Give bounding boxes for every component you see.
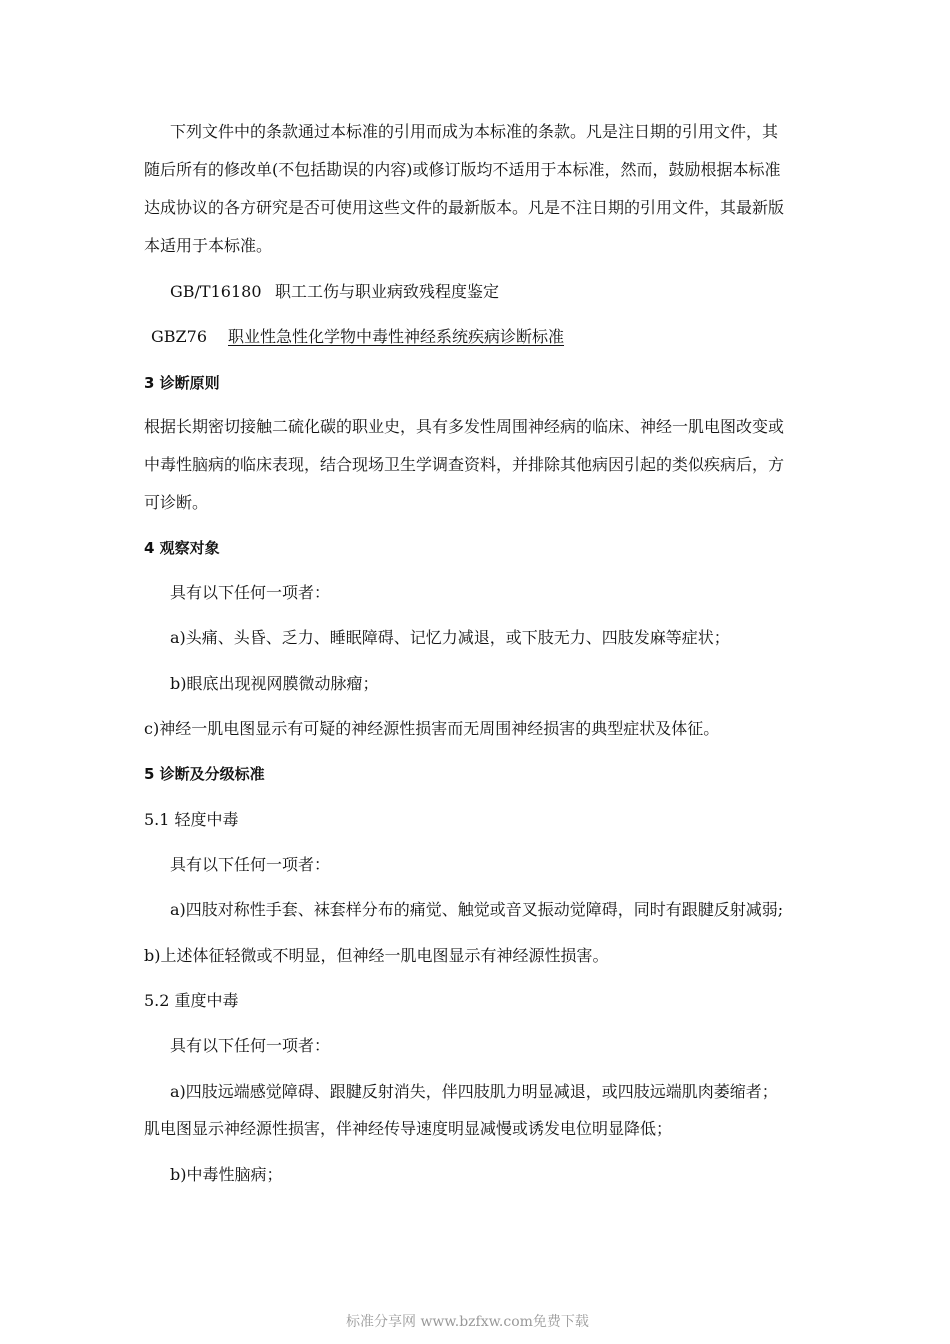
intro-line: 本适用于本标准。 xyxy=(144,236,273,255)
reference-code: GB/T16180 xyxy=(170,282,262,301)
subsection-heading: 5.1 轻度中毒 xyxy=(144,810,239,829)
subsection-heading: 5.2 重度中毒 xyxy=(144,991,239,1010)
footer-watermark: 标准分享网 www.bzfxw.com免费下载 xyxy=(346,1314,589,1330)
reference-title: 职工工伤与职业病致残程度鉴定 xyxy=(275,282,500,301)
section-intro: 具有以下任何一项者： xyxy=(170,855,331,874)
reference-title-link[interactable]: 职业性急性化学物中毒性神经系统疾病诊断标准 xyxy=(228,327,565,346)
section-heading: 5 诊断及分级标准 xyxy=(144,765,265,783)
list-item: c)神经一肌电图显示有可疑的神经源性损害而无周围神经损害的典型症状及体征。 xyxy=(144,719,720,738)
list-item: a)四肢远端感觉障碍、跟腱反射消失，伴四肢肌力明显减退，或四肢远端肌肉萎缩者； xyxy=(170,1082,778,1101)
list-item: b)中毒性脑病； xyxy=(170,1165,283,1184)
list-item: b)眼底出现视网膜微动脉瘤； xyxy=(170,674,379,693)
section-text: 根据长期密切接触二硫化碳的职业史，具有多发性周围神经病的临床、神经一肌电图改变或 xyxy=(144,417,785,436)
list-item: b)上述体征轻微或不明显，但神经一肌电图显示有神经源性损害。 xyxy=(144,946,609,965)
list-item: 肌电图显示神经源性损害，伴神经传导速度明显减慢或诱发电位明显降低； xyxy=(144,1119,673,1138)
list-item: a)四肢对称性手套、袜套样分布的痛觉、触觉或音叉振动觉障碍，同时有跟腱反射减弱; xyxy=(170,900,784,919)
section-text: 可诊断。 xyxy=(144,493,209,512)
section-heading: 3 诊断原则 xyxy=(144,374,220,392)
section-intro: 具有以下任何一项者： xyxy=(170,583,331,602)
list-item: a)头痛、头昏、乏力、睡眠障碍、记忆力减退，或下肢无力、四肢发麻等症状； xyxy=(170,628,730,647)
section-heading: 4 观察对象 xyxy=(144,539,220,557)
intro-line: 下列文件中的条款通过本标准的引用而成为本标准的条款。凡是注日期的引用文件，其 xyxy=(170,122,779,141)
section-intro: 具有以下任何一项者： xyxy=(170,1036,331,1055)
intro-line: 随后所有的修改单(不包括勘误的内容)或修订版均不适用于本标准，然而，鼓励根据本标准 xyxy=(144,160,781,179)
reference-code: GBZ76 xyxy=(151,327,208,346)
section-text: 中毒性脑病的临床表现，结合现场卫生学调查资料，并排除其他病因引起的类似疾病后，方 xyxy=(144,455,785,474)
intro-line: 达成协议的各方研究是否可使用这些文件的最新版本。凡是不注日期的引用文件，其最新版 xyxy=(144,198,785,217)
